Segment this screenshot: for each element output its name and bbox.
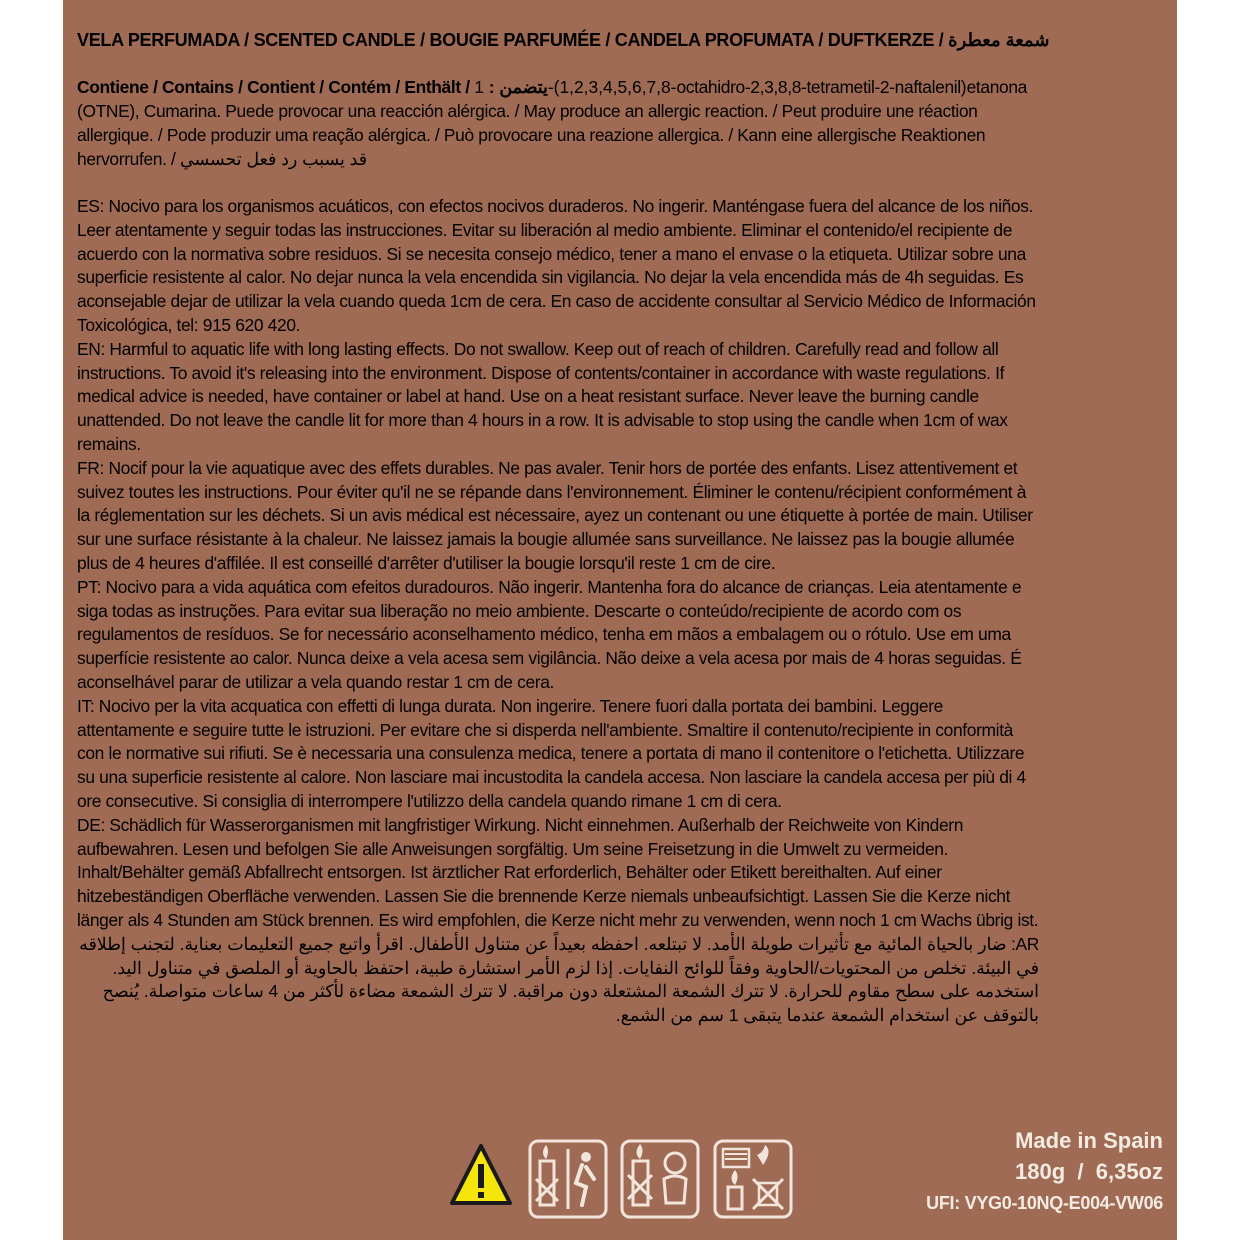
warning-ar: AR: ضار بالحياة المائية مع تأثيرات طويلة الأمد. لا تبتلعه. احفظه بعيداً عن متناول الأطفال. اقرأ واتبع جميع التعليمات بعناية. لتجنب إطلاقه في البيئة. تخلص من المحتويات/الحاوية وفقاً للوائح النفايات. إذا لزم الأمر استشارة طبية، احتفظ بالحاوية أو الملصق في متناول اليد. استخدمه على سطح مقاوم للحرارة. لا تترك الشمعة المشتعلة دون مراقبة. لا تترك الشمعة مضاءة لأكثر من 4 ساعات متواصلة. يُنصح بالتوقف عن استخدام الشمعة عندما يتبقى 1 سم من الشمع. — [79, 933, 1039, 1026]
candle-children-icon — [620, 1139, 700, 1219]
contains-block — [77, 75, 1039, 171]
warning-en: EN: Harmful to aquatic life with long lasting effects. Do not swallow. Keep out of reach of children. Carefully read and follow all instructions. To avoid it's releasing into the environment. Dispose of contents/container in accordance with waste regulations. If medical advice is needed, have container or label at hand. Use on a heat resistant surface. Never leave the burning candle unattended. Do not leave the candle lit for more than 4 hours in a row. It is advisable to stop using the candle when 1cm of wax remains. — [77, 338, 1008, 454]
warning-de: DE: Schädlich für Wasserorganismen mit langfristiger Wirkung. Nicht einnehmen. Außerhalb der Reichweite von Kindern aufbewahren. Lesen und befolgen Sie alle Anweisungen sorgfältig. Um seine Freisetzung in die Umwelt zu vermeiden. Inhalt/Behälter gemäß Abfallrecht entsorgen. Ist ärztlicher Rat erforderlich, Behälter oder Etikett bereithalten. Auf einer hitzebeständigen Oberfläche verwenden. Lassen Sie die brennende Kerze niemals unbeaufsichtigt. Lassen Sie die Kerze nicht länger als 4 Stunden am Stück brennen. Es wird empfohlen, die Kerze nicht mehr zu verwenden, wenn noch 1 cm Wachs übrig ist. — [77, 814, 1039, 930]
candle-keep-away-icon — [528, 1139, 608, 1219]
warning-es: ES: Nocivo para los organismos acuáticos, con efectos nocivos duraderos. No ingerir. Manténgase fuera del alcance de los niños. Leer atentamente y seguir todas las instrucciones. Evitar su liberación al medio ambiente. Eliminar el contenido/el recipiente de acuerdo con la normativa sobre residuos. Si se necesita consejo médico, tener a mano el envase o la etiqueta. Utilizar sobre una superficie resistente al calor. No dejar nunca la vela encendida sin vigilancia. No dejar la vela encendida más de 4h seguidas. Es aconsejable dejar de utilizar la vela cuando queda 1cm de cera. En caso de accidente consultar al Servicio Médico de Información Toxicológica, tel: 915 620 420. — [77, 196, 1036, 335]
origin-text: Made in Spain — [1015, 1128, 1163, 1153]
candle-flammable-icon — [713, 1139, 793, 1219]
product-info — [926, 1126, 1163, 1218]
warning-pt: PT: Nocivo para a vida aquática com efeitos duradouros. Não ingerir. Mantenha fora do alcance de crianças. Leia atentamente e siga todas as instruções. Para evitar sua liberação no meio ambiente. Descarte o conteúdo/recipiente de acordo com os regulamentos de resíduos. Se for necessário aconselhamento médico, tenha em mãos a embalagem ou o rótulo. Use em uma superfície resistente ao calor. Nunca deixe a vela acesa sem vigilância. Não deixe a vela acesa por mais de 4 horas seguidas. É aconselhável parar de utilizar a vela quando restar 1 cm de cera. — [77, 576, 1022, 692]
weight-text: 180g / 6,35oz — [1015, 1159, 1163, 1184]
ufi-code: UFI: VYG0-10NQ-E004-VW06 — [926, 1193, 1163, 1213]
product-title: VELA PERFUMADA / SCENTED CANDLE / BOUGIE PARFUMÉE / CANDELA PROFUMATA / DUFTKERZE / شمعة معطرة — [77, 30, 1050, 50]
safety-warnings — [77, 195, 1039, 1028]
warning-it: IT: Nocivo per la vita acquatica con effetti di lunga durata. Non ingerire. Tenere fuori dalla portata dei bambini. Leggere attentamente e seguire tutte le istruzioni. Per evitare che si disperda nell'ambiente. Smaltire il contenuto/recipiente in conformità con le normative sui rifiuti. Se è necessaria una consulenza medica, tenere a portata di mano il contenitore o l'etichetta. Utilizzare su una superficie resistente al calore. Non lasciare mai incustodita la candela accesa. Non lasciare la candela accesa per più di 4 ore consecutive. Si consiglia di interrompere l'utilizzo della candela quando rimane 1 cm di cera. — [77, 695, 1026, 811]
contains-text: 1-(1,2,3,4,5,6,7,8-octahidro-2,3,8,8-tetrametil-2-naftalenil)etanona (OTNE), Cumarina. Puede provocar una reacción alérgica. / May produce an allergic reaction. / Peut produire une réaction allergique. / Pode produzir uma reação alérgica. / Può provocare una reazione allergica. / Kann eine allergische Reaktionen hervorrufen. / قد يسبب رد فعل تحسسي — [77, 77, 1027, 169]
warning-triangle-icon — [448, 1139, 514, 1211]
contains-label: Contiene / Contains / Contient / Contém / Enthält / يتضمن : — [77, 77, 548, 97]
warning-fr: FR: Nocif pour la vie aquatique avec des effets durables. Ne pas avaler. Tenir hors de portée des enfants. Lisez attentivement et suivez toutes les instructions. Pour éviter qu'il ne se répande dans l'environnement. Éliminer le contenu/récipient conformément à la réglementation sur les déchets. Si un avis médical est nécessaire, ayez un contenant ou une étiquette à portée de main. Utiliser sur une surface résistante à la chaleur. Ne laissez jamais la bougie allumée sans surveillance. Ne laissez pas la bougie allumée plus de 4 heures d'affilée. Il est conseillé d'arrêter d'utiliser la bougie lorsqu'il reste 1 cm de cire. — [77, 457, 1033, 573]
